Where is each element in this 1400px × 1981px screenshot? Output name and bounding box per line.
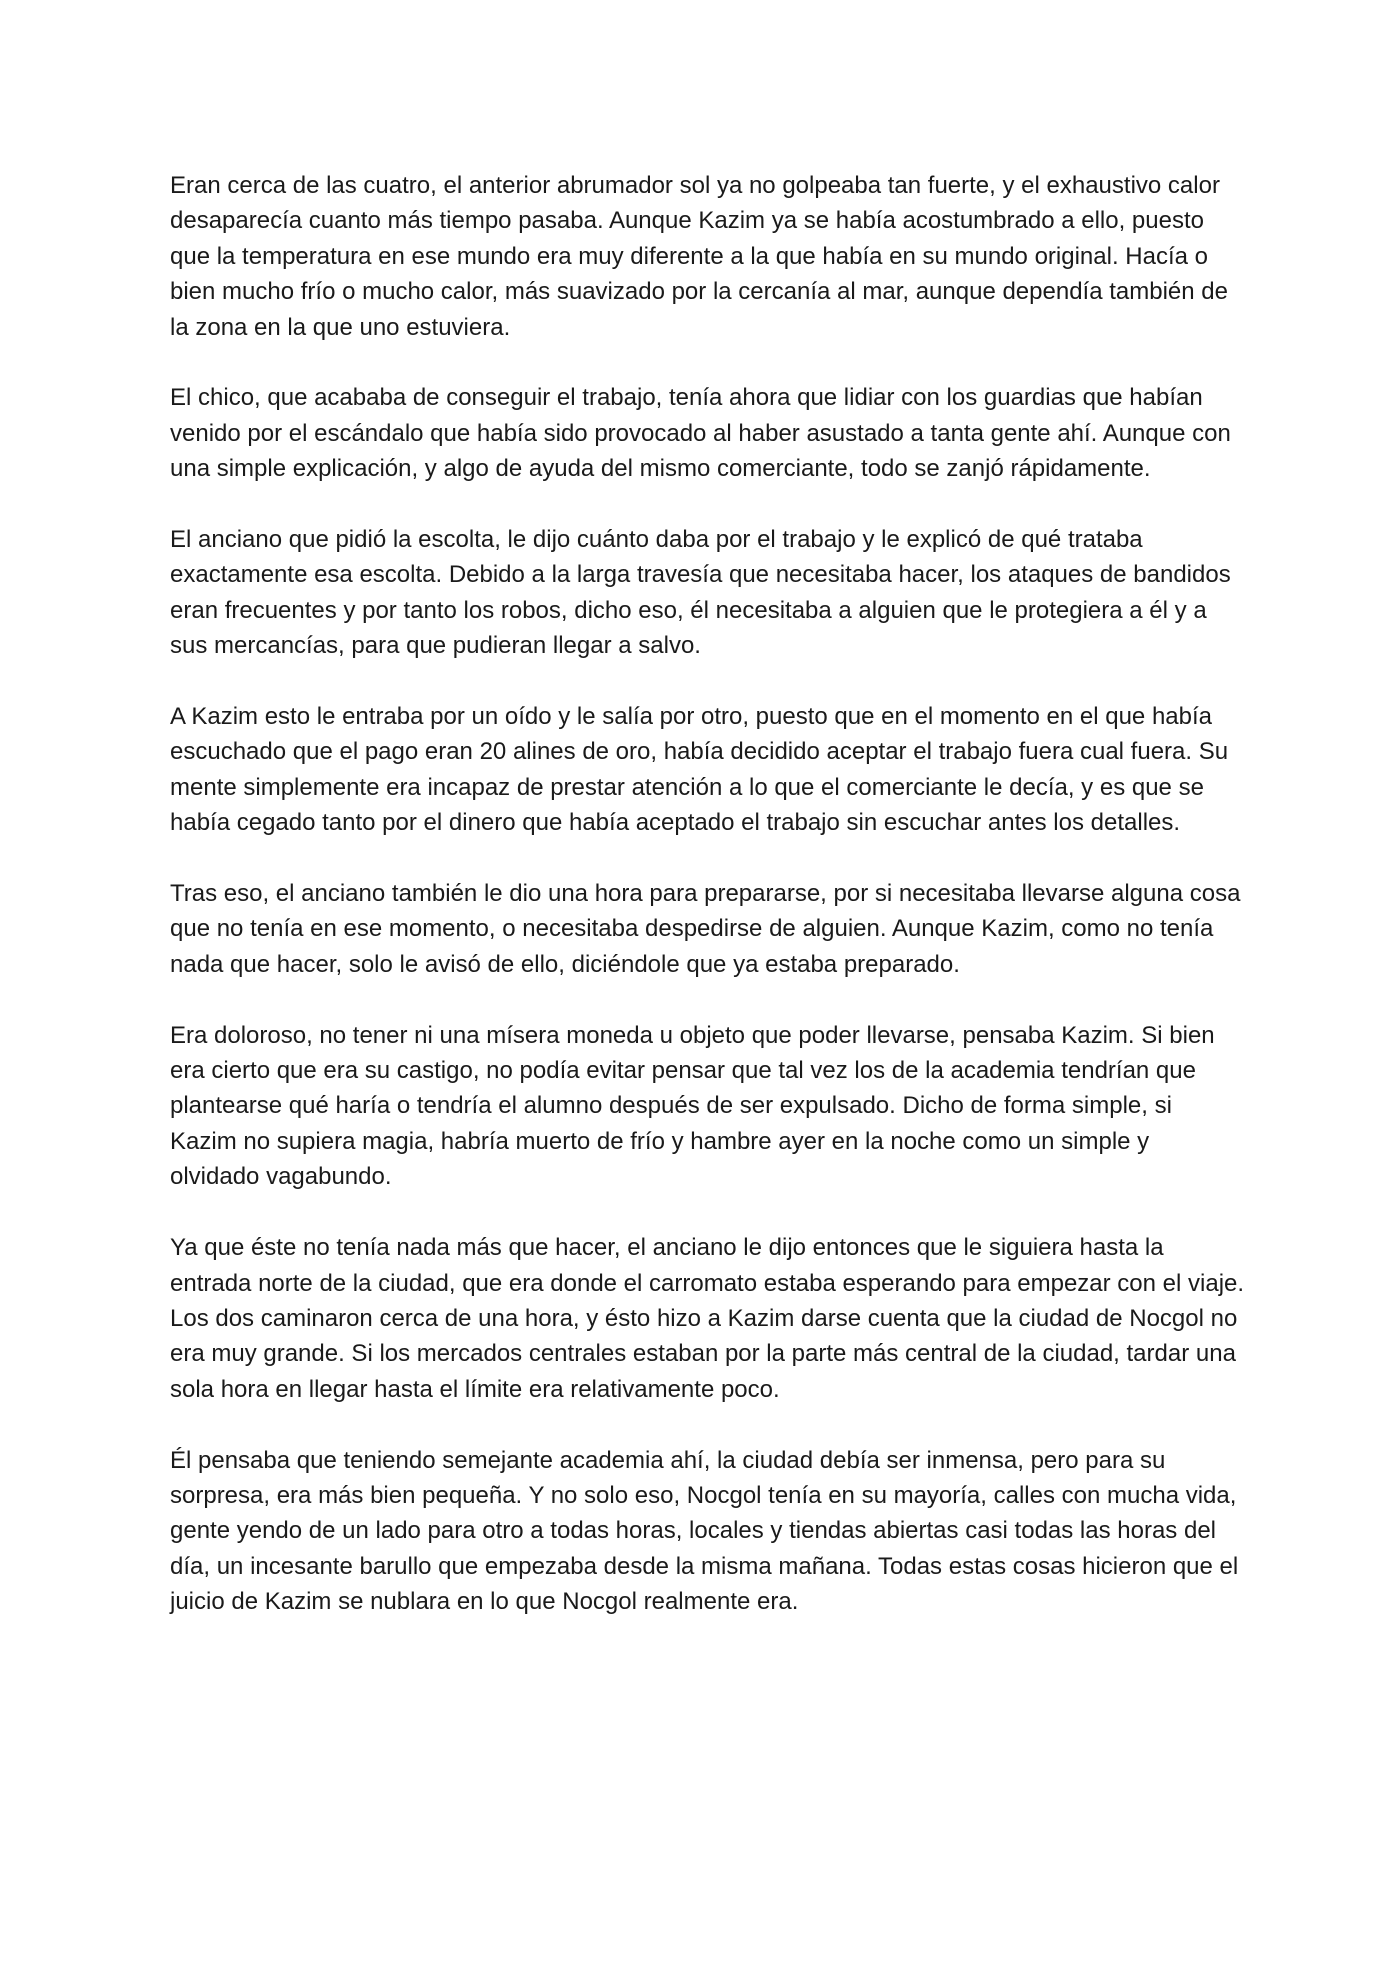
paragraph: A Kazim esto le entraba por un oído y le salía por otro, puesto que en el momento en el que había escuchado que el pago eran 20 alines de oro, había decidido aceptar el trabajo fuera cual fuera. Su mente simplemente era incapaz de prestar atención a lo que el comerciante le decía, y es que se había cegado tanto por el dinero que había aceptado el trabajo sin escuchar antes los detalles. — [170, 703, 1229, 837]
paragraph: Tras eso, el anciano también le dio una hora para prepararse, por si necesitaba llevarse alguna cosa que no tenía en ese momento, o necesitaba despedirse de alguien. Aunque Kazim, como no tenía nada que hacer, solo le avisó de ello, diciéndole que ya estaba preparado. — [170, 880, 1241, 978]
document-page — [170, 168, 1245, 1655]
paragraph: El chico, que acababa de conseguir el trabajo, tenía ahora que lidiar con los guardias que habían venido por el escándalo que había sido provocado al haber asustado a tanta gente ahí. Aunque con una simple explicación, y algo de ayuda del mismo comerciante, todo se zanjó rápidamente. — [170, 384, 1231, 483]
paragraph: Él pensaba que teniendo semejante academia ahí, la ciudad debía ser inmensa, pero para su sorpresa, era más bien pequeña. Y no solo eso, Nocgol tenía en su mayoría, calles con mucha vida, gente yendo de un lado para otro a todas horas, locales y tiendas abiertas casi todas las horas del día, un incesante barullo que empezaba desde la misma mañana. Todas estas cosas hicieron que el juicio de Kazim se nublara en lo que Nocgol realmente era. — [170, 1446, 1239, 1616]
paragraph: Eran cerca de las cuatro, el anterior abrumador sol ya no golpeaba tan fuerte, y el exhaustivo calor desaparecía cuanto más tiempo pasaba. Aunque Kazim ya se había acostumbrado a ello, puesto que la temperatura en ese mundo era muy diferente a la que había en su mundo original. Hacía o bien mucho frío o mucho calor, más suavizado por la cercanía al mar, aunque dependía también de la zona en la que uno estuviera. — [170, 172, 1228, 341]
paragraph: El anciano que pidió la escolta, le dijo cuánto daba por el trabajo y le explicó de qué trataba exactamente esa escolta. Debido a la larga travesía que necesitaba hacer, los ataques de bandidos eran frecuentes y por tanto los robos, dicho eso, él necesitaba a alguien que le protegiera a él y a sus mercancías, para que pudieran llegar a salvo. — [170, 526, 1231, 660]
paragraph: Era doloroso, no tener ni una mísera moneda u objeto que poder llevarse, pensaba Kazim. Si bien era cierto que era su castigo, no podía evitar pensar que tal vez los de la academia tendrían que plantearse qué haría o tendría el alumno después de ser expulsado. Dicho de forma simple, si Kazim no supiera magia, habría muerto de frío y hambre ayer en la noche como un simple y olvidado vagabundo. — [170, 1021, 1215, 1191]
paragraph: Ya que éste no tenía nada más que hacer, el anciano le dijo entonces que le siguiera hasta la entrada norte de la ciudad, que era donde el carromato estaba esperando para empezar con el viaje. Los dos caminaron cerca de una hora, y ésto hizo a Kazim darse cuenta que la ciudad de Nocgol no era muy grande. Si los mercados centrales estaban por la parte más central de la ciudad, tardar una sola hora en llegar hasta el límite era relativamente poco. — [170, 1234, 1245, 1403]
